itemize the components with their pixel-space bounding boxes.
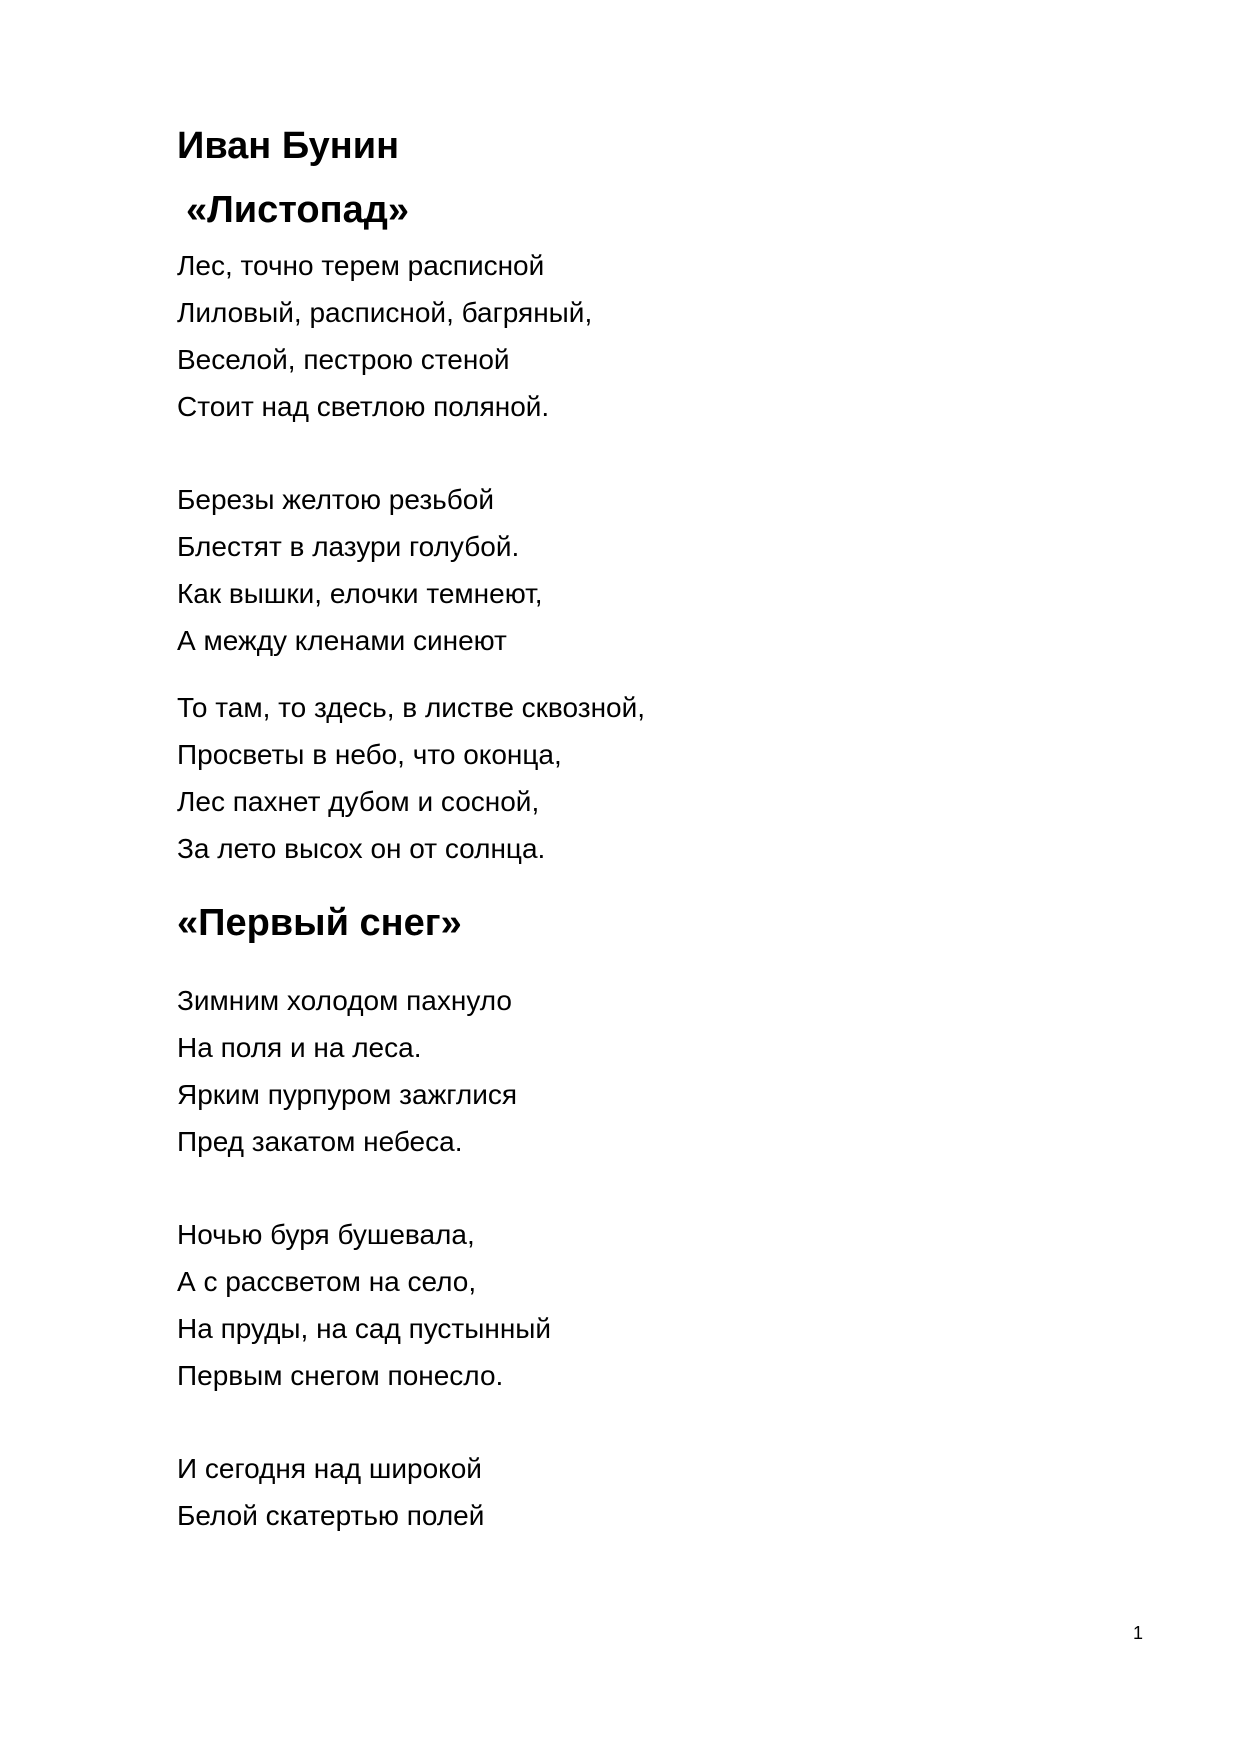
poem-line: Березы желтою резьбой bbox=[177, 484, 494, 515]
poem-line: Лес пахнет дубом и сосной, bbox=[177, 786, 540, 817]
poem-line: Лиловый, расписной, багряный, bbox=[177, 297, 593, 328]
poem-line: Пред закатом небеса. bbox=[177, 1126, 463, 1157]
poem-line: Ярким пурпуром зажглися bbox=[177, 1079, 518, 1110]
poem-title-perviy-sneg: «Первый снег» bbox=[177, 902, 462, 944]
poem-line: На поля и на леса. bbox=[177, 1032, 422, 1063]
poem-line: Первым снегом понесло. bbox=[177, 1360, 504, 1391]
poem-line: Стоит над светлою поляной. bbox=[177, 391, 550, 422]
poem-line: Белой скатертью полей bbox=[177, 1500, 485, 1531]
poem-line: Как вышки, елочки темнеют, bbox=[177, 578, 543, 609]
poem-line: И сегодня над широкой bbox=[177, 1453, 482, 1484]
poem-line: Зимним холодом пахнуло bbox=[177, 985, 512, 1016]
poem-line: То там, то здесь, в листве сквозной, bbox=[177, 692, 646, 723]
page-number: 1 bbox=[1133, 1623, 1144, 1643]
poem-line: А между кленами синеют bbox=[177, 625, 507, 656]
poem-line: Блестят в лазури голубой. bbox=[177, 531, 520, 562]
poem-line: Лес, точно терем расписной bbox=[177, 250, 545, 281]
poem-line: Просветы в небо, что оконца, bbox=[177, 739, 562, 770]
poem-line: На пруды, на сад пустынный bbox=[177, 1313, 552, 1344]
poem-line: За лето высох он от солнца. bbox=[177, 833, 546, 864]
poem-line: Веселой, пестрою стеной bbox=[177, 344, 510, 375]
poem-line: А с рассветом на село, bbox=[177, 1266, 477, 1297]
author-heading: Иван Бунин bbox=[177, 125, 400, 167]
poem-line: Ночью буря бушевала, bbox=[177, 1219, 475, 1250]
poem-title-listopad: «Листопад» bbox=[186, 189, 409, 231]
